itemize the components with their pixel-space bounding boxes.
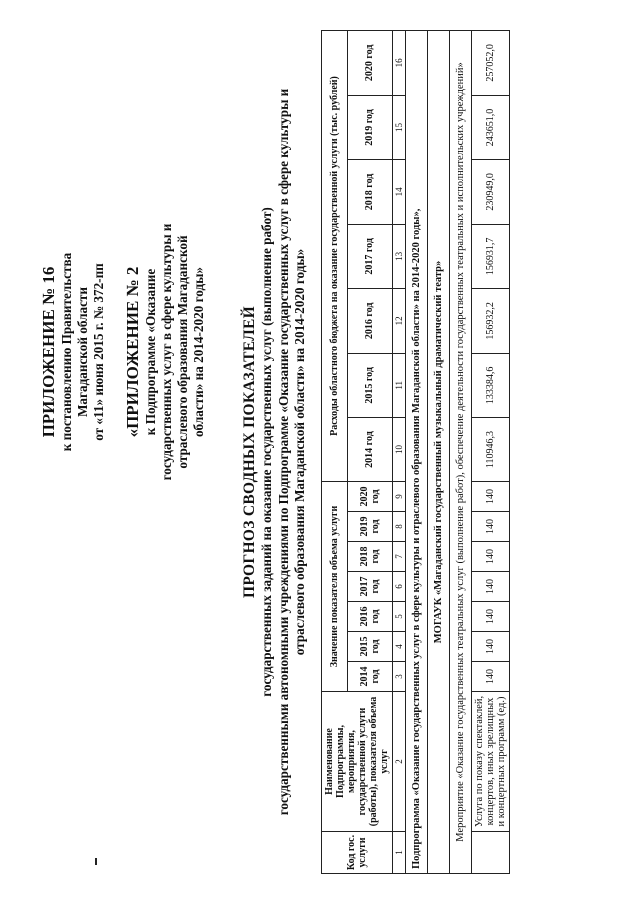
- appendix-inner-line: отраслевого образования Магаданской: [174, 235, 190, 469]
- indicators-table: [321, 30, 510, 874]
- column-number: 13: [392, 224, 405, 288]
- column-number-row: [392, 31, 405, 874]
- title-line: государственных заданий на оказание государственных услуг (выполнение работ): [259, 207, 275, 697]
- title-line: отраслевого образования Магаданской области» на 2014-2020 годы»: [292, 248, 308, 656]
- volume-value: 140: [471, 662, 509, 692]
- service-code: [471, 832, 509, 874]
- budget-value: 243651,0: [471, 95, 509, 159]
- document-title: [241, 30, 309, 874]
- year-header: 2019 год: [348, 95, 393, 159]
- year-header: 2019 год: [348, 512, 393, 542]
- appendix-ref-line: к постановлению Правительства: [59, 252, 75, 452]
- year-header: 2016 год: [348, 289, 393, 353]
- year-header: 2015 год: [348, 353, 393, 417]
- year-header: 2018 год: [348, 542, 393, 572]
- column-number: 8: [392, 512, 405, 542]
- title-line: государственными автономными учреждениями по Подпрограмме «Оказание государственных услуг в сфере культуры и: [275, 88, 291, 816]
- budget-value: 156931,7: [471, 224, 509, 288]
- year-header: 2020 год: [348, 482, 393, 512]
- budget-value: 133384,6: [471, 353, 509, 417]
- service-name: Услуга по показу спектаклей, концертов, иных зрелищных и концертных программ (ед.): [471, 692, 509, 832]
- document-page: [20, 12, 620, 892]
- column-number: 1: [392, 832, 405, 874]
- column-number: 12: [392, 289, 405, 353]
- year-header: 2015 год: [348, 632, 393, 662]
- year-header: 2014 год: [348, 662, 393, 692]
- column-number: 11: [392, 353, 405, 417]
- year-header: 2017 год: [348, 572, 393, 602]
- year-header: 2014 год: [348, 418, 393, 482]
- appendix-block: [38, 90, 207, 614]
- volume-value: 140: [471, 632, 509, 662]
- appendix-inner-line: государственных услуг в сфере культуры и: [158, 223, 174, 481]
- column-number: 10: [392, 418, 405, 482]
- appendix-number: ПРИЛОЖЕНИЕ № 16: [39, 266, 58, 438]
- volume-value: 140: [471, 602, 509, 632]
- title-heading: ПРОГНОЗ СВОДНЫХ ПОКАЗАТЕЛЕЙ: [241, 305, 259, 599]
- table-row: [471, 31, 509, 874]
- column-number: 15: [392, 95, 405, 159]
- budget-value: 156932,2: [471, 289, 509, 353]
- budget-value: 110946,3: [471, 418, 509, 482]
- appendix-inner-line: к Подпрограмме «Оказание: [142, 268, 158, 436]
- year-header: 2020 год: [348, 31, 393, 96]
- subprogram-row: Подпрограмма «Оказание государственных услуг в сфере культуры и отраслевого образования Магаданской области» на 2014-2020 годы»,: [405, 31, 427, 874]
- appendix-ref-line: Магаданской области: [75, 286, 91, 418]
- volume-value: 140: [471, 572, 509, 602]
- organization-row: МОГАУК «Магаданский государственный музыкальный драматический театр»: [427, 31, 449, 874]
- column-number: 4: [392, 632, 405, 662]
- column-number: 9: [392, 482, 405, 512]
- column-number: 5: [392, 602, 405, 632]
- budget-value: 257052,0: [471, 31, 509, 96]
- header-volume: Значение показателя объема услуги: [321, 482, 347, 692]
- column-number: 3: [392, 662, 405, 692]
- measure-row: Мероприятие «Оказание государственных театральных услуг (выполнение работ), обеспечение деятельности государственных театральных и исполнительских учреждений»: [449, 31, 471, 874]
- volume-value: 140: [471, 512, 509, 542]
- year-header: 2017 год: [348, 224, 393, 288]
- volume-value: 140: [471, 542, 509, 572]
- header-budget: Расходы областного бюджета на оказание государственной услуги (тыс. рублей): [321, 31, 347, 482]
- year-header: 2016 год: [348, 602, 393, 632]
- appendix-inner-number: «ПРИЛОЖЕНИЕ № 2: [122, 266, 142, 438]
- header-code: Код гос. услуги: [321, 832, 392, 874]
- header-name: Наименование Подпрограммы, мероприятия, государственной услуги (работы), показателя объема услуг: [321, 692, 392, 832]
- column-number: 16: [392, 31, 405, 96]
- appendix-inner-line: области» на 2014-2020 годы»: [191, 266, 207, 438]
- volume-value: 140: [471, 482, 509, 512]
- appendix-date-line: от «11» июня 2015 г. № 372-пп: [91, 263, 107, 441]
- budget-value: 230949,0: [471, 160, 509, 224]
- column-number: 7: [392, 542, 405, 572]
- column-number: 14: [392, 160, 405, 224]
- column-number: 6: [392, 572, 405, 602]
- year-header: 2018 год: [348, 160, 393, 224]
- column-number: 2: [392, 692, 405, 832]
